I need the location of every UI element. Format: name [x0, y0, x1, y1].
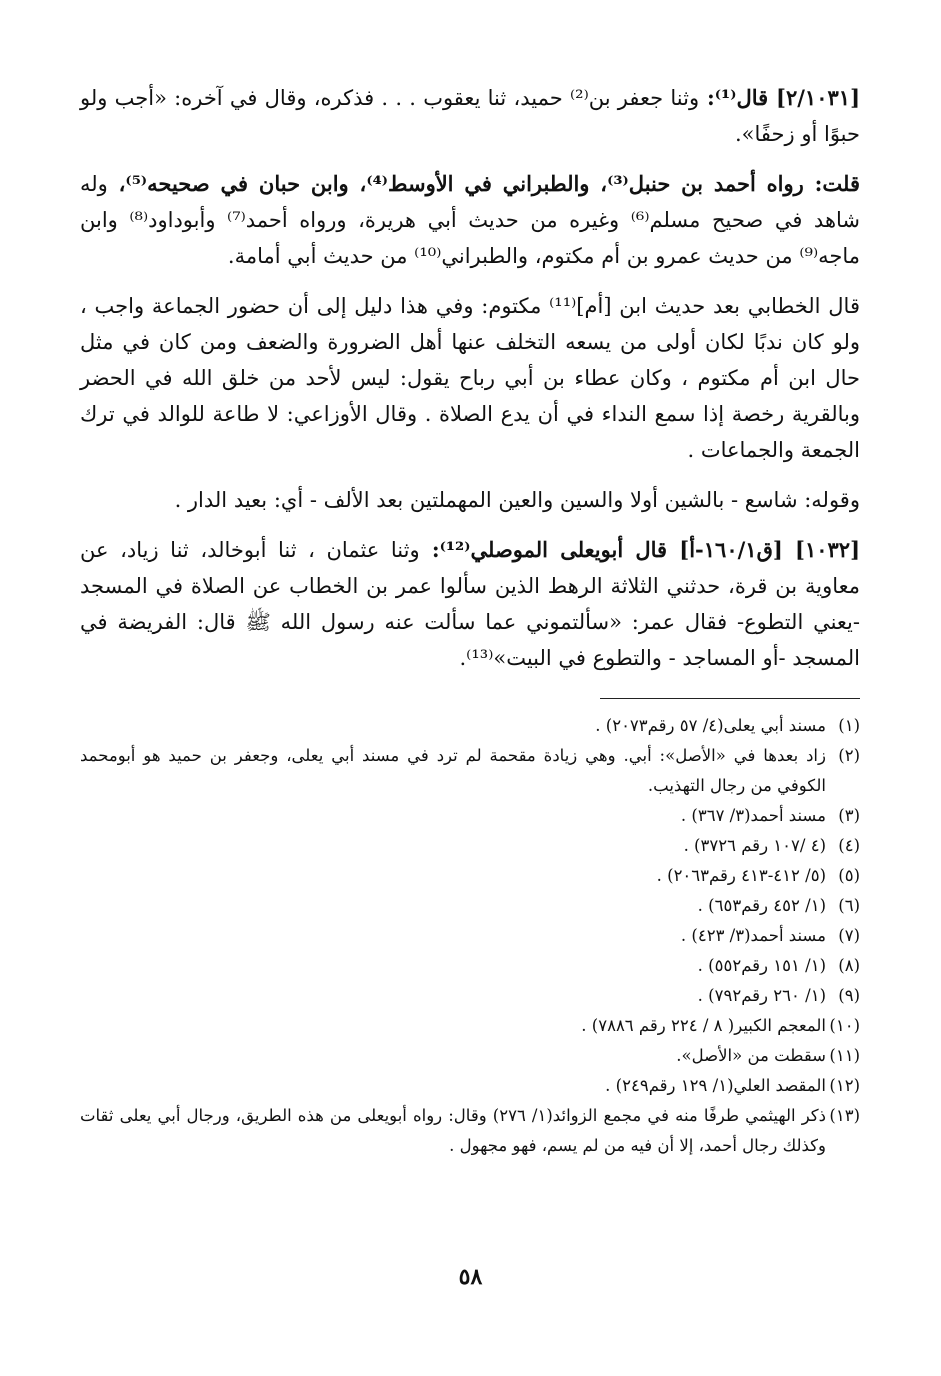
footnote-number: (٩) — [838, 986, 860, 1005]
page-number: ٥٨ — [458, 1264, 483, 1290]
footnote-text: (٥/ ٤١٢-٤١٣ رقم٢٠٦٣) . — [656, 866, 826, 885]
footnote-number: (١٢) — [829, 1076, 860, 1095]
footnote — [80, 1011, 860, 1041]
footnote-number: (٥) — [838, 866, 860, 885]
paragraph-shasi — [80, 482, 860, 518]
footnotes — [80, 711, 860, 1161]
hadith-text: وثنا جعفر بن⁽²⁾ حميد، ثنا يعقوب . . . فذكره، وقال في آخره: «أجب ولو حبوًا أو زحفًا». — [80, 86, 860, 146]
hadith-text: وثنا عثمان ، ثنا أبوخالد، ثنا زياد، عن معاوية بن قرة، حدثني الثلاثة الرهط الذين سألوا عمر بن الخطاب عن الصلاة في المسجد -يعني التطوع- فقال عمر: «سألتموني عما سألت عنه رسول الله ﷺ قال: الفريضة في المسجد -أو المساجد - والتطوع في البيت»⁽¹³⁾. — [80, 538, 860, 670]
footnote-text: زاد بعدها في «الأصل»: أبي. وهي زيادة مقحمة لم ترد في مسند أبي يعلى، وجعفر بن حميد هو أبومحمد الكوفي من رجال التهذيب. — [80, 746, 826, 795]
footnote-number: (١) — [838, 716, 860, 735]
footnote-text: مسند أبي يعلى(٤/ ٥٧ رقم٢٠٧٣) . — [595, 716, 826, 735]
shasi-text: وقوله: شاسع - بالشين أولا والسين والعين المهملتين بعد الألف - أي: بعيد الدار . — [174, 488, 860, 512]
footnote-text: سقطت من «الأصل». — [676, 1046, 826, 1065]
hadith-heading: [١٠٣٢] [ق١٦٠/١-أ] قال أبويعلى الموصلي⁽¹²⁾: — [419, 537, 860, 562]
footnote-number: (٦) — [838, 896, 860, 915]
takhrij-heading: قلت: رواه أحمد بن حنبل⁽³⁾، والطبراني في الأوسط⁽⁴⁾، وابن حبان في صحيحه⁽⁵⁾، — [107, 171, 861, 196]
footnote — [80, 801, 860, 831]
footnote-number: (٤) — [838, 836, 860, 855]
footnote — [80, 981, 860, 1011]
footnote — [80, 831, 860, 861]
footnote-text: المعجم الكبير( ٨ / ٢٢٤ رقم ٧٨٨٦) . — [581, 1016, 826, 1035]
paragraph-khattabi — [80, 288, 860, 468]
footnote-number: (١٣) — [829, 1106, 860, 1125]
footnote-text: مسند أحمد(٣/ ٤٢٣) . — [680, 926, 826, 945]
footnote-number: (١١) — [829, 1046, 860, 1065]
footnote — [80, 921, 860, 951]
footnote-text: ذكر الهيثمي طرفًا منه في مجمع الزوائد(١/ ٢٧٦) وقال: رواه أبويعلى من هذه الطريق، ورجال أبي يعلى ثقات وكذلك رجال أحمد، إلا أن فيه من لم يسم، فهو مجهول . — [80, 1106, 826, 1155]
hadith-heading: [٢/١٠٣١] قال⁽¹⁾: — [699, 85, 860, 110]
paragraph-qultu — [80, 166, 860, 274]
footnote-text: (١/ ٤٥٢ رقم٦٥٣) . — [697, 896, 826, 915]
paragraph-1031-2 — [80, 80, 860, 152]
footnote-text: (٤ /١٠٧ رقم ٣٧٢٦) . — [683, 836, 826, 855]
footnote — [80, 1041, 860, 1071]
takhrij-text: وله شاهد في صحيح مسلم⁽⁶⁾ وغيره من حديث أبي هريرة، ورواه أحمد⁽⁷⁾ وأبوداود⁽⁸⁾ وابن ماجه⁽⁹⁾ من حديث عمرو بن أم مكتوم، والطبراني⁽¹⁰⁾ من حديث أبي أمامة. — [80, 172, 861, 268]
footnote-number: (٣) — [838, 806, 860, 825]
footnote — [80, 1101, 860, 1161]
page-body — [80, 80, 860, 1161]
footnote — [80, 1071, 860, 1101]
footnote-divider — [600, 698, 860, 699]
footnote — [80, 741, 860, 801]
footnote-number: (٨) — [838, 956, 860, 975]
footnote-text: (١/ ٢٦٠ رقم٧٩٢) . — [697, 986, 826, 1005]
footnote — [80, 861, 860, 891]
footnote — [80, 891, 860, 921]
footnote — [80, 711, 860, 741]
footnote-number: (٢) — [838, 746, 860, 765]
footnote-text: (١/ ١٥١ رقم٥٥٢) . — [697, 956, 826, 975]
footnote-text: المقصد العلي(١/ ١٢٩ رقم٢٤٩) . — [605, 1076, 826, 1095]
footnote-number: (٧) — [838, 926, 860, 945]
footnote-text: مسند أحمد(٣/ ٣٦٧) . — [680, 806, 826, 825]
footnote — [80, 951, 860, 981]
footnote-number: (١٠) — [829, 1016, 860, 1035]
khattabi-text: قال الخطابي بعد حديث ابن [أم]⁽¹¹⁾ مكتوم: وفي هذا دليل إلى أن حضور الجماعة واجب ، ولو كان ندبًا لكان أولى من يسعه التخلف عنها أهل الضرورة والضعف ومن كان في مثل حال ابن أم مكتوم ، وكان عطاء بن أبي رباح يقول: ليس لأحد من خلق الله في الحضر وبالقرية رخصة إذا سمع النداء في أن يدع الصلاة . وقال الأوزاعي: لا طاعة للوالد في ترك الجمعة والجماعات . — [80, 294, 860, 462]
paragraph-1032 — [80, 532, 860, 676]
main-text — [80, 80, 860, 676]
